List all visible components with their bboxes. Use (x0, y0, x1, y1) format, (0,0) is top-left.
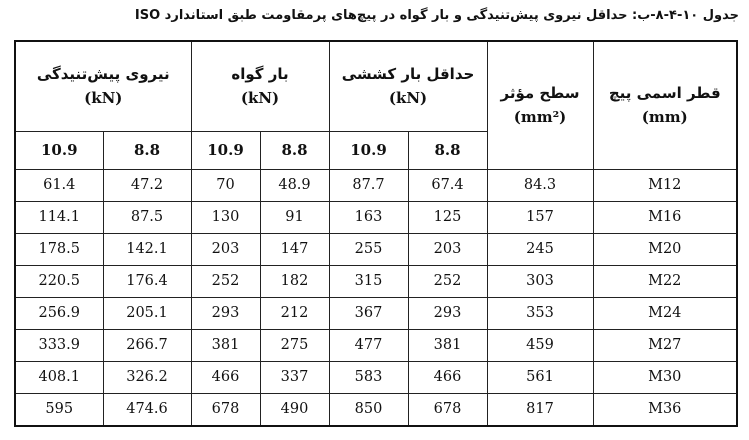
header-diameter-unit: (mm) (641, 108, 688, 127)
header-area-label: سطح مؤثر (500, 84, 580, 103)
cell-proof-8-8: 212 (260, 297, 329, 329)
cell-tensile-8-8: 381 (408, 329, 487, 361)
header-pretension (15, 41, 191, 131)
cell-pretension-8-8: 326.2 (103, 361, 191, 393)
cell-tensile-8-8: 125 (408, 201, 487, 233)
cell-pretension-10-9: 333.9 (15, 329, 103, 361)
cell-pretension-8-8: 474.6 (103, 393, 191, 426)
cell-proof-8-8: 275 (260, 329, 329, 361)
grade-8-8-pretension: 8.8 (103, 131, 191, 169)
cell-proof-10-9: 381 (191, 329, 260, 361)
cell-tensile-8-8: 466 (408, 361, 487, 393)
cell-pretension-10-9: 408.1 (15, 361, 103, 393)
cell-diameter: M20 (593, 233, 737, 265)
header-pretension-unit: (kN) (84, 89, 123, 108)
cell-pretension-10-9: 220.5 (15, 265, 103, 297)
cell-diameter: M36 (593, 393, 737, 426)
cell-area: 561 (487, 361, 593, 393)
cell-diameter: M12 (593, 169, 737, 201)
cell-diameter: M30 (593, 361, 737, 393)
cell-tensile-8-8: 203 (408, 233, 487, 265)
cell-tensile-8-8: 67.4 (408, 169, 487, 201)
cell-tensile-10-9: 163 (329, 201, 408, 233)
cell-tensile-10-9: 583 (329, 361, 408, 393)
table-row (15, 361, 737, 393)
header-proof-unit: (kN) (240, 89, 280, 108)
grade-10-9-proof: 10.9 (191, 131, 260, 169)
cell-proof-10-9: 70 (191, 169, 260, 201)
cell-tensile-10-9: 87.7 (329, 169, 408, 201)
table-row (15, 297, 737, 329)
cell-area: 245 (487, 233, 593, 265)
cell-proof-10-9: 678 (191, 393, 260, 426)
cell-tensile-10-9: 315 (329, 265, 408, 297)
table-caption: جدول ۱۰-۴-۸-ب: حداقل نیروی پیش‌تنیدگی و بار گواه در پیچ‌های پرمقاومت طبق استاندارد ISO (134, 8, 739, 23)
header-tensile (329, 41, 487, 131)
cell-tensile-8-8: 293 (408, 297, 487, 329)
cell-pretension-10-9: 61.4 (15, 169, 103, 201)
grade-8-8-tensile: 8.8 (408, 131, 487, 169)
cell-proof-8-8: 147 (260, 233, 329, 265)
header-diameter (593, 41, 737, 169)
cell-tensile-10-9: 367 (329, 297, 408, 329)
header-tensile-label: حداقل بار کششی (341, 65, 475, 84)
cell-proof-8-8: 48.9 (260, 169, 329, 201)
cell-proof-8-8: 182 (260, 265, 329, 297)
cell-tensile-10-9: 477 (329, 329, 408, 361)
table-row (15, 201, 737, 233)
cell-pretension-8-8: 87.5 (103, 201, 191, 233)
grade-10-9-pretension: 10.9 (15, 131, 103, 169)
table-body (15, 169, 737, 426)
cell-pretension-8-8: 142.1 (103, 233, 191, 265)
cell-area: 459 (487, 329, 593, 361)
cell-diameter: M24 (593, 297, 737, 329)
cell-pretension-10-9: 595 (15, 393, 103, 426)
cell-tensile-10-9: 255 (329, 233, 408, 265)
header-proof (191, 41, 329, 131)
cell-diameter: M22 (593, 265, 737, 297)
header-pretension-label: نیروی پیش‌تنیدگی (36, 65, 170, 84)
cell-area: 84.3 (487, 169, 593, 201)
bolt-table (14, 40, 738, 427)
header-area-unit: (mm²) (513, 108, 567, 127)
cell-proof-10-9: 293 (191, 297, 260, 329)
cell-proof-10-9: 466 (191, 361, 260, 393)
cell-tensile-8-8: 252 (408, 265, 487, 297)
cell-area: 157 (487, 201, 593, 233)
cell-tensile-10-9: 850 (329, 393, 408, 426)
cell-proof-10-9: 203 (191, 233, 260, 265)
cell-area: 303 (487, 265, 593, 297)
header-proof-label: بار گواه (231, 65, 289, 84)
cell-proof-10-9: 252 (191, 265, 260, 297)
grade-8-8-proof: 8.8 (260, 131, 329, 169)
table-row (15, 265, 737, 297)
header-tensile-unit: (kN) (388, 89, 428, 108)
cell-proof-8-8: 490 (260, 393, 329, 426)
table-row (15, 329, 737, 361)
header-area (487, 41, 593, 169)
table-row (15, 393, 737, 426)
cell-proof-10-9: 130 (191, 201, 260, 233)
cell-diameter: M16 (593, 201, 737, 233)
grade-10-9-tensile: 10.9 (329, 131, 408, 169)
cell-pretension-10-9: 178.5 (15, 233, 103, 265)
table-row (15, 233, 737, 265)
table-row (15, 169, 737, 201)
header-diameter-label: قطر اسمی پیچ (608, 84, 721, 103)
cell-tensile-8-8: 678 (408, 393, 487, 426)
cell-pretension-10-9: 256.9 (15, 297, 103, 329)
cell-pretension-8-8: 266.7 (103, 329, 191, 361)
cell-diameter: M27 (593, 329, 737, 361)
cell-proof-8-8: 91 (260, 201, 329, 233)
cell-area: 817 (487, 393, 593, 426)
cell-pretension-8-8: 47.2 (103, 169, 191, 201)
cell-area: 353 (487, 297, 593, 329)
cell-pretension-8-8: 205.1 (103, 297, 191, 329)
cell-pretension-10-9: 114.1 (15, 201, 103, 233)
cell-pretension-8-8: 176.4 (103, 265, 191, 297)
cell-proof-8-8: 337 (260, 361, 329, 393)
